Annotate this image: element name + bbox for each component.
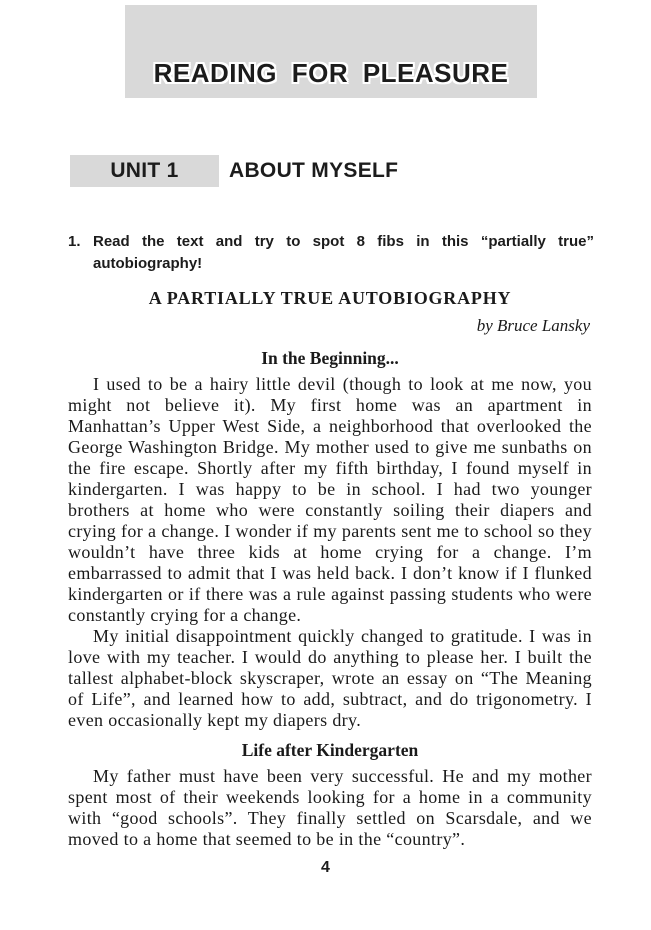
section-heading-life-after-kindergarten: Life after Kindergarten <box>241 740 419 760</box>
unit-number-box <box>70 155 219 187</box>
article-paragraph: I used to be a hairy little devil (though to look at me now, you might not believe it). My first home was an apartment in Manhattan’s Upper West Side, a neighborhood that overlooked the George Washington Bridge. My mother used to give me sunbaths on the fire escape. Shortly after my fifth birthday, I found myself in kindergarten. I was happy to be in school. I had two younger brothers at home who were constantly soiling their diapers and crying for a change. I wonder if my parents sent me to school so they wouldn’t have three kids at home crying for a change. I’m embarrassed to admit that I was held back. I don’t know if I flunked kindergarten or if there was a rule against passing students who were constantly crying for a change. <box>68 374 592 625</box>
article-paragraph: My initial disappointment quickly changed to gratitude. I was in love with my teacher. I would do anything to please her. I built the tallest alphabet-block skyscraper, wrote an essay on “The Meaning of Life”, and learned how to add, subtract, and do trigonometry. I even occasionally kept my diapers dry. <box>68 626 592 730</box>
exercise-number: 1. <box>68 233 81 250</box>
exercise-instruction-text: Read the text and try to spot 8 fibs in this “partially true” autobiography! <box>93 233 594 272</box>
unit-header <box>0 155 651 187</box>
article-paragraph: My father must have been very successful. He and my mother spent most of their weekends looking for a home in a community with “good schools”. They finally settled on Scarsdale, and we moved to a home that seemed to be in the “country”. <box>68 766 592 849</box>
article <box>68 288 592 850</box>
article-title: A PARTIALLY TRUE AUTOBIOGRAPHY <box>148 288 512 308</box>
unit-number-label: UNIT 1 <box>110 159 179 182</box>
section-heading-in-the-beginning: In the Beginning... <box>261 348 399 368</box>
chapter-banner <box>125 5 537 98</box>
exercise-instruction <box>68 231 594 275</box>
chapter-title: READING FOR PLEASURE <box>153 58 509 88</box>
article-byline: by Bruce Lansky <box>476 316 590 335</box>
unit-title: ABOUT MYSELF <box>229 159 399 182</box>
page-number: 4 <box>321 859 330 876</box>
